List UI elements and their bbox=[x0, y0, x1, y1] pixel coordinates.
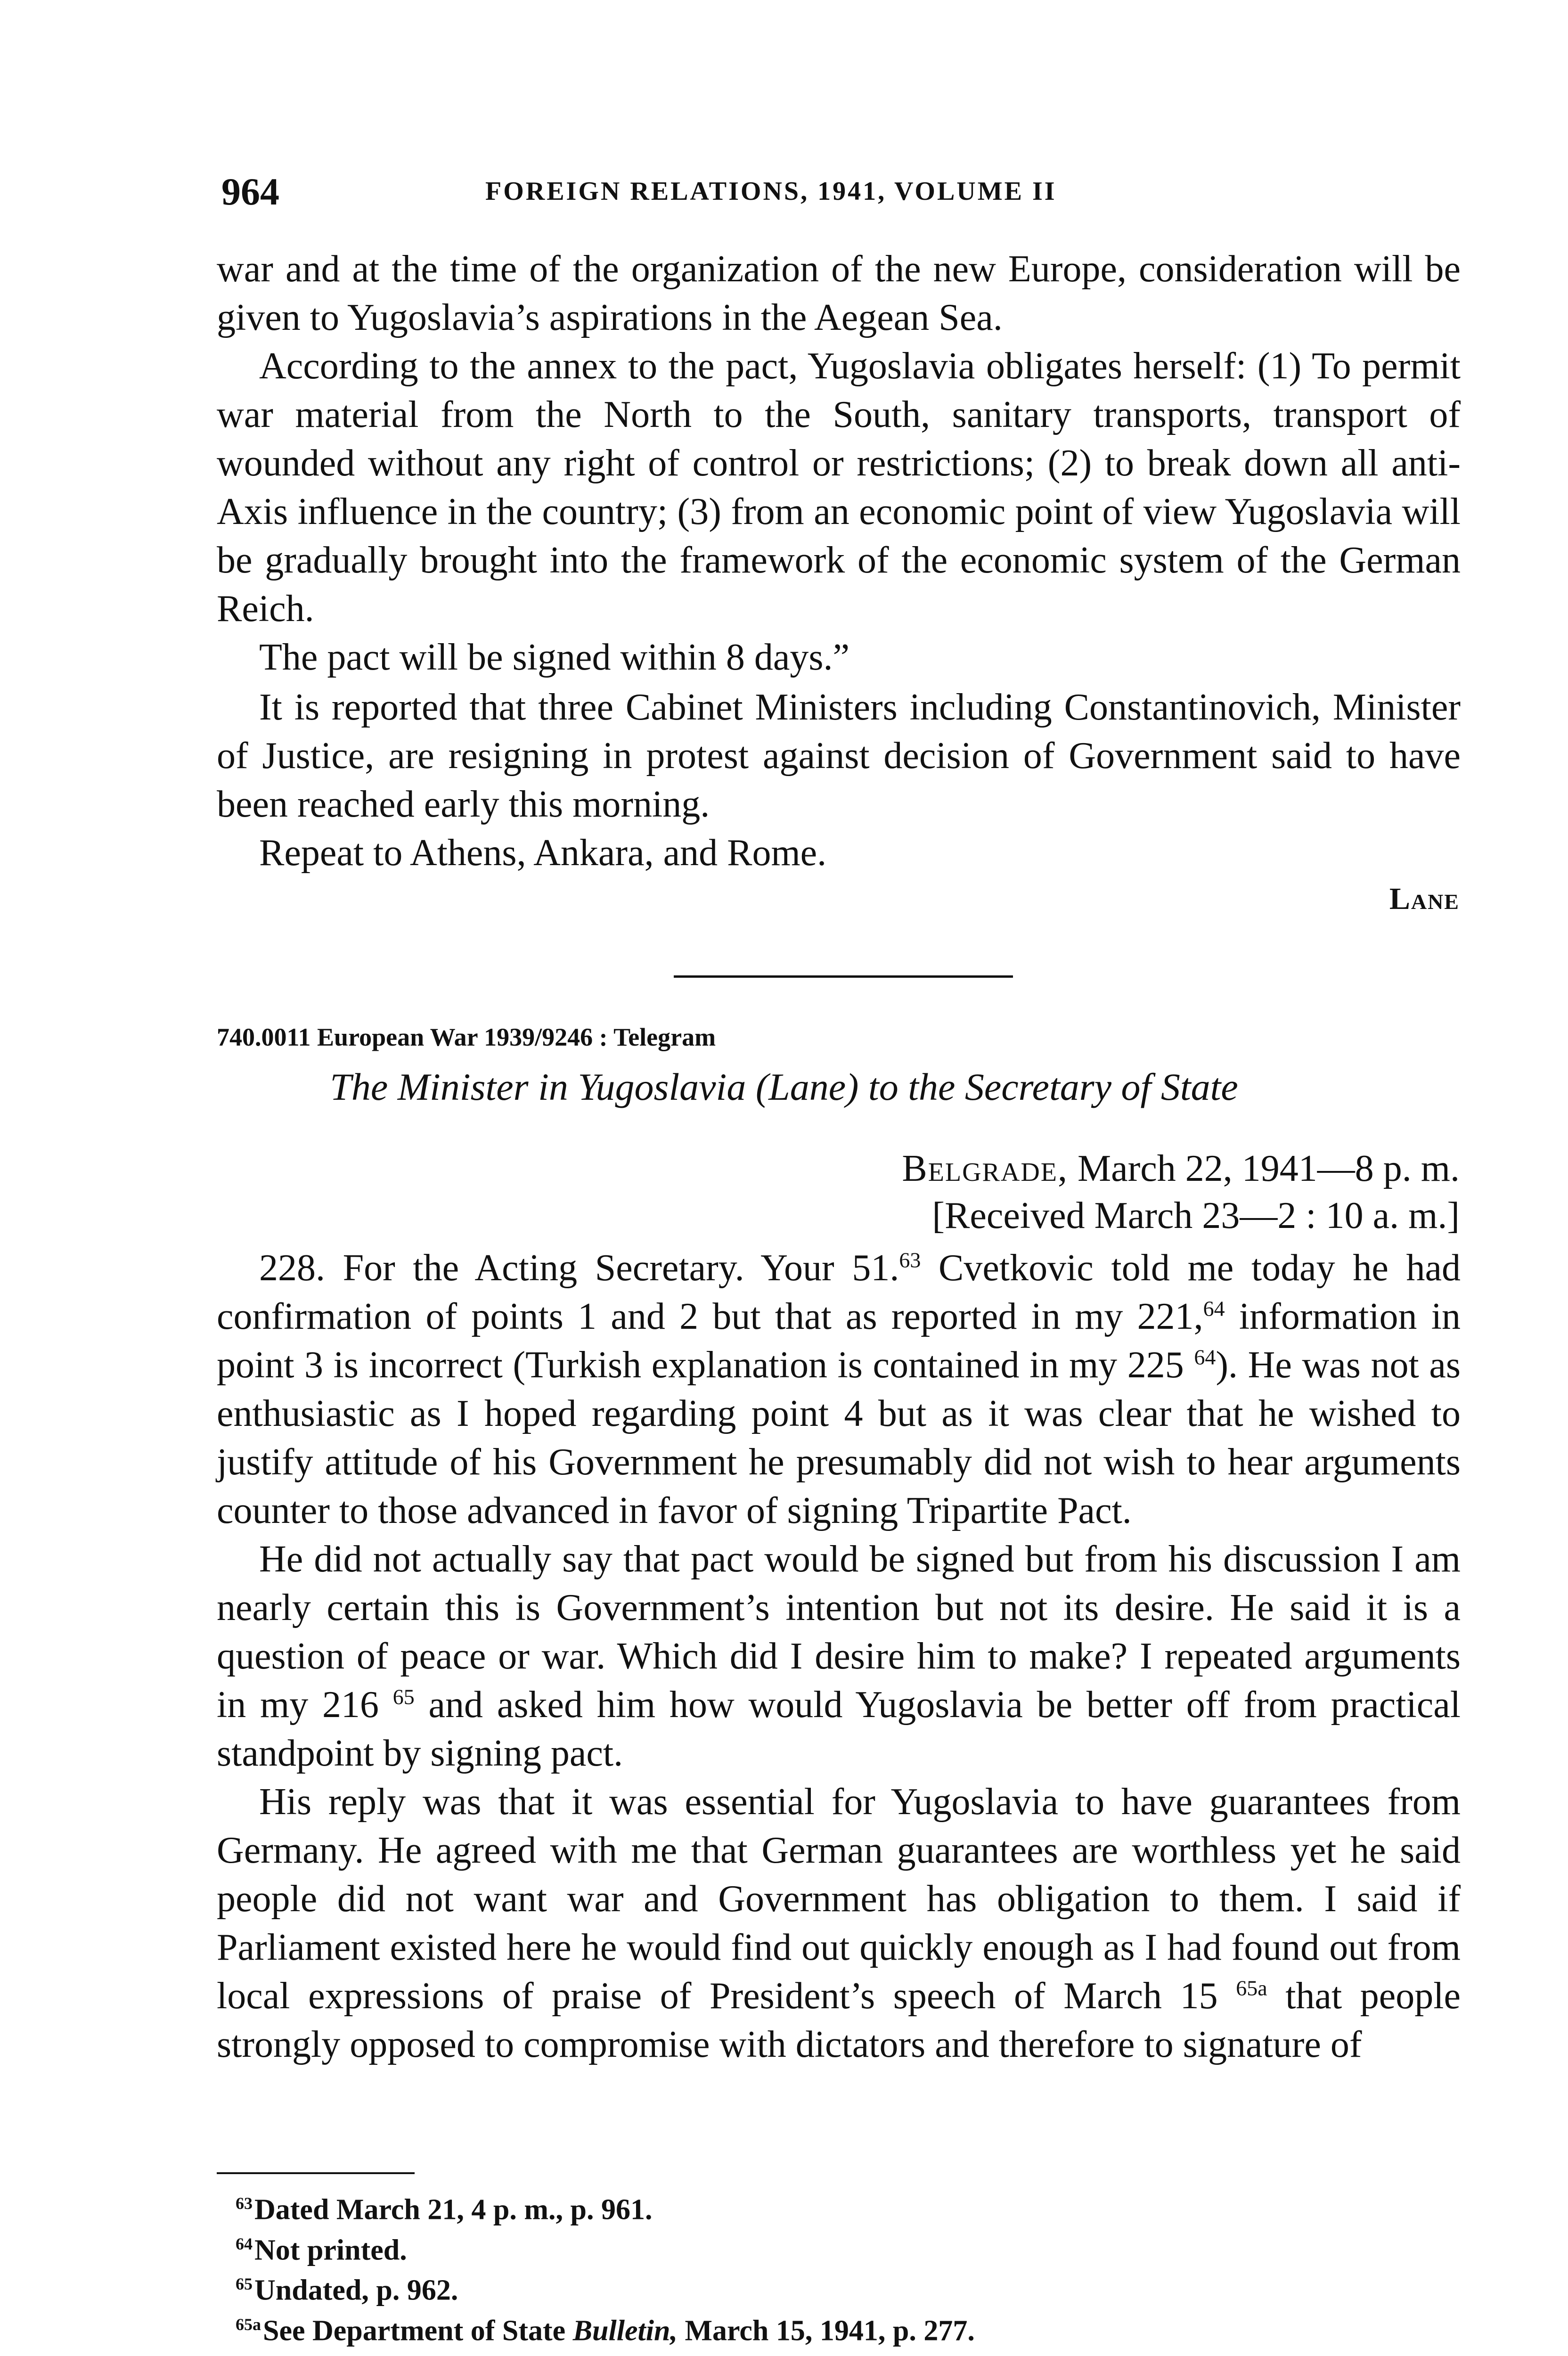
dateline bbox=[902, 1145, 1460, 1239]
paragraph: It is reported that three Cabinet Ministers including Constantinovich, Minister of Justice, are resigning in protest against decision of Government said to have been reached early this morning. bbox=[217, 687, 1461, 825]
footnote-text-italic: Bulletin, bbox=[572, 2315, 678, 2347]
section-divider bbox=[674, 975, 1013, 978]
paragraph: Repeat to Athens, Ankara, and Rome. bbox=[259, 832, 827, 874]
dateline-sent bbox=[902, 1145, 1460, 1192]
file-reference: 740.0011 European War 1939/9246 : Telegram bbox=[217, 1023, 716, 1051]
text-run: ). He was not as enthusiastic as I hoped regarding point 4 but as it was clear that he wished to justify attitude of his Government he presumably did not wish to hear arguments counter to those advanced in favor of signing Tripartite Pact. bbox=[217, 1344, 1461, 1531]
footnote-text: Dated March 21, 4 p. m., p. 961. bbox=[254, 2193, 653, 2226]
footnote-mark: 65 bbox=[236, 2274, 253, 2294]
text-run: He did not actually say that pact would be signed but from his discussion I am nearly certain this is Government’s intention but not its desire. He said it is a question of peace or war. Which did I desire him to make? I repeated arguments in my 216 bbox=[217, 1538, 1461, 1726]
paragraph: The pact will be signed within 8 days.” bbox=[259, 637, 850, 678]
report-paragraphs bbox=[217, 683, 1461, 877]
document-title: The Minister in Yugoslavia (Lane) to the Secretary of State bbox=[330, 1065, 1238, 1108]
footnote bbox=[236, 2227, 975, 2267]
paragraph bbox=[217, 1244, 1461, 1535]
footnote-ref: 64 bbox=[1203, 1296, 1225, 1321]
text-run: Cvetkovic told me today he had confirmation of points 1 and 2 but that as reported in my 221, bbox=[217, 1247, 1461, 1337]
text-run: and asked him how would Yugoslavia be better off from practical standpoint by signing pact. bbox=[217, 1684, 1461, 1774]
footnote bbox=[236, 2307, 975, 2348]
footnote-ref: 65a bbox=[1236, 1976, 1267, 2000]
footnote bbox=[236, 2186, 975, 2227]
footnote-ref: 64 bbox=[1194, 1345, 1216, 1369]
footnote-mark: 65a bbox=[236, 2315, 261, 2334]
text-run: information in point 3 is incorrect (Turkish explanation is contained in my 225 bbox=[217, 1296, 1461, 1386]
quoted-text-continuation bbox=[217, 245, 1461, 682]
footnote-mark: 64 bbox=[236, 2234, 253, 2253]
page-header bbox=[221, 170, 1470, 221]
paragraph bbox=[217, 1535, 1461, 1778]
footnote-text: See Department of State bbox=[263, 2315, 573, 2347]
text-run: 228. For the Acting Secretary. Your 51. bbox=[259, 1247, 899, 1289]
text-run: that people strongly opposed to compromise with dictators and therefore to signature of bbox=[217, 1975, 1461, 2065]
footnote-text: March 15, 1941, p. 277. bbox=[677, 2315, 975, 2347]
footnote-text: Undated, p. 962. bbox=[254, 2274, 458, 2307]
telegram-body bbox=[217, 1244, 1461, 2069]
footnote-ref: 65 bbox=[392, 1685, 415, 1709]
dateline-date: March 22, 1941—8 p. m. bbox=[1077, 1148, 1460, 1189]
footnote-rule bbox=[217, 2172, 415, 2174]
footnote-mark: 63 bbox=[236, 2194, 253, 2213]
paragraph: According to the annex to the pact, Yugoslavia obligates herself: (1) To permit war material from the North to the South, sanitary transports, transport of wounded without any right of control or restrictions; (2) to break down all anti-Axis influence in the country; (3) from an economic point of view Yugoslavia will be gradually brought into the framework of the economic system of the German Reich. bbox=[217, 345, 1461, 630]
dateline-place: Belgrade, bbox=[902, 1148, 1068, 1189]
page-number: 964 bbox=[221, 170, 279, 213]
dateline-received: [Received March 23—2 : 10 a. m.] bbox=[932, 1195, 1460, 1236]
footnote-ref: 63 bbox=[899, 1248, 921, 1272]
paragraph bbox=[217, 1778, 1461, 2069]
text-run: His reply was that it was essential for Yugoslavia to have guarantees from Germany. He agreed with me that German guarantees are worthless yet he said people did not want war and Government has obligation to them. I said if Parliament existed here he would find out quickly enough as I had found out from local expressions of praise of President’s speech of March 15 bbox=[217, 1781, 1461, 2017]
footnote-text: Not printed. bbox=[254, 2234, 407, 2266]
paragraph: war and at the time of the organization of the new Europe, consideration will be given to Yugoslavia’s aspirations in the Aegean Sea. bbox=[217, 248, 1461, 338]
footnotes bbox=[236, 2186, 975, 2348]
signature: Lane bbox=[1389, 882, 1460, 916]
footnote bbox=[236, 2267, 975, 2307]
running-head: FOREIGN RELATIONS, 1941, VOLUME II bbox=[485, 177, 1057, 206]
